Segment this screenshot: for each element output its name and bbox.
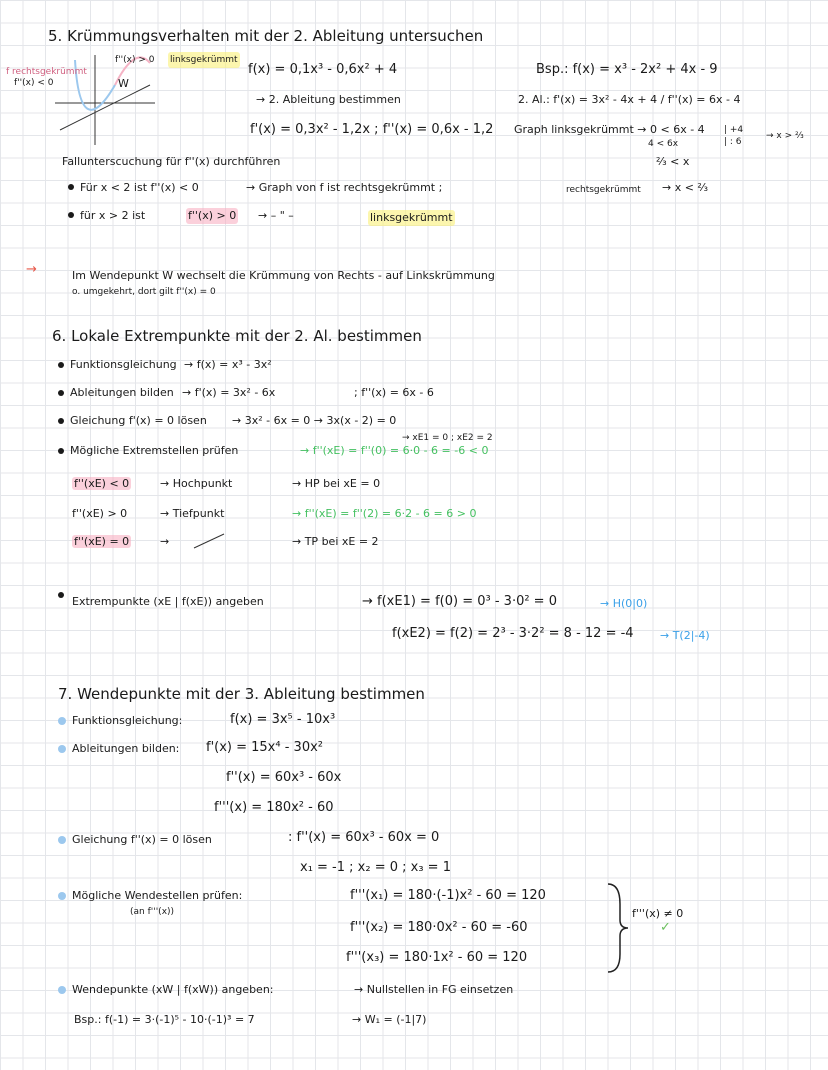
curly-brace: [606, 884, 630, 972]
s5-case2-ditto: → – " –: [258, 209, 294, 222]
s6-first-deriv: → f'(x) = 3x² - 6x: [182, 386, 276, 399]
s6-hp-result: → HP bei xE = 0: [292, 477, 381, 490]
s6-roots: → xE1 = 0 ; xE2 = 2: [402, 433, 493, 443]
s5-case1-condition: Für x < 2 ist f''(x) < 0: [80, 181, 199, 194]
rule3-text: f''(xE) = 0: [74, 535, 130, 548]
ex-function: Bsp.: f(x) = x³ - 2x² + 4x - 9: [536, 62, 718, 77]
s7-third-deriv: f'''(x) = 180x² - 60: [214, 800, 334, 815]
graph-w-label: W: [118, 77, 129, 90]
graph-label-positive: f''(x) > 0: [115, 55, 155, 65]
ex-right-curved: rechtsgekrümmt: [566, 185, 641, 195]
s7-function-label: Funktionsgleichung:: [72, 714, 183, 727]
s5-derivatives: f'(x) = 0,3x² - 1,2x ; f''(x) = 0,6x - 1,2: [250, 122, 494, 137]
slash-mark: [194, 534, 224, 548]
s7-check-2: f'''(x₂) = 180·0x² - 60 = -60: [350, 920, 528, 935]
ex-op2: | : 6: [724, 137, 742, 147]
bullet: [58, 986, 66, 994]
s7-example-result: → W₁ = (-1|7): [352, 1013, 427, 1026]
s5-case1-result: → Graph von f ist rechtsgekrümmt ;: [246, 181, 443, 194]
s6-second-deriv: ; f''(x) = 6x - 6: [354, 386, 434, 399]
ex-step: 4 < 6x: [648, 139, 679, 149]
graph-label-negative: f''(x) < 0: [14, 78, 54, 88]
s6-check-label: Mögliche Extremstellen prüfen: [70, 444, 239, 457]
s5-function: f(x) = 0,1x³ - 0,6x² + 4: [248, 62, 398, 77]
ex-step2: ⅔ < x: [656, 155, 690, 168]
s6-solve: → 3x² - 6x = 0 → 3x(x - 2) = 0: [232, 414, 397, 427]
s7-check-note: (an f'''(x)): [130, 907, 175, 917]
ex-right-result: → x < ⅔: [662, 181, 709, 194]
s6-check-hp: → f''(xE) = f''(0) = 6·0 - 6 = -6 < 0: [300, 444, 489, 457]
section-6-title: 6. Lokale Extrempunkte mit der 2. Al. bestimmen: [52, 327, 422, 345]
s7-example: Bsp.: f(-1) = 3·(-1)⁵ - 10·(-1)³ = 7: [74, 1013, 255, 1026]
rule1-text: f''(xE) < 0: [74, 477, 130, 490]
s6-hp-point: → H(0|0): [600, 597, 648, 610]
s7-brace-note: f'''(x) ≠ 0: [632, 907, 684, 920]
s6-rule2: f''(xE) > 0: [72, 507, 128, 520]
s5-case2-result: linksgekrümmt: [370, 211, 453, 224]
s6-function: → f(x) = x³ - 3x²: [184, 358, 272, 371]
s6-deriv-label: Ableitungen bilden: [70, 386, 174, 399]
s6-check-tp: → f''(xE) = f''(2) = 6·2 - 6 = 6 > 0: [292, 507, 477, 520]
s7-points-label: Wendepunkte (xW | f(xW)) angeben:: [72, 983, 274, 996]
s6-tp-result: → TP bei xE = 2: [292, 535, 379, 548]
bullet: [58, 390, 64, 396]
s6-extrema-1: → f(xE1) = f(0) = 0³ - 3·0² = 0: [362, 594, 557, 609]
s6-solve-label: Gleichung f'(x) = 0 lösen: [70, 414, 207, 427]
bullet: [58, 836, 66, 844]
s7-function: f(x) = 3x⁵ - 10x³: [230, 712, 336, 727]
bullet: [58, 892, 66, 900]
graph-label-left-curved: linksgekrümmt: [168, 52, 240, 68]
s5-case2-highlight: f''(x) > 0: [188, 209, 237, 222]
bullet: [68, 184, 74, 190]
s7-first-deriv: f'(x) = 15x⁴ - 30x²: [206, 740, 323, 755]
s7-points-note: → Nullstellen in FG einsetzen: [354, 983, 514, 996]
s5-case-analysis: Fallunterscuchung für f''(x) durchführen: [62, 155, 281, 168]
s7-check-1: f'''(x₁) = 180·(-1)x² - 60 = 120: [350, 888, 546, 903]
s6-rule2-result: → Tiefpunkt: [160, 507, 225, 520]
s7-check-label: Mögliche Wendestellen prüfen:: [72, 889, 243, 902]
s6-rule1-result: → Hochpunkt: [160, 477, 233, 490]
s6-rule3: [72, 534, 131, 550]
section-7-title: 7. Wendepunkte mit der 3. Ableitung bestimmen: [58, 685, 425, 703]
s7-roots: x₁ = -1 ; x₂ = 0 ; x₃ = 1: [300, 860, 451, 875]
ex-left-curved: Graph linksgekrümmt → 0 < 6x - 4: [514, 123, 705, 136]
graph-label-right-curved: f rechtsgekrümmt: [6, 67, 87, 77]
bullet: [58, 448, 64, 454]
s7-solve: : f''(x) = 60x³ - 60x = 0: [288, 830, 440, 845]
s6-rule1: [72, 476, 131, 492]
bullet: [58, 592, 64, 598]
bullet: [68, 212, 74, 218]
ex-derivatives: 2. Al.: f'(x) = 3x² - 4x + 4 / f''(x) = 6x - 4: [518, 93, 741, 106]
s7-check-3: f'''(x₃) = 180·1x² - 60 = 120: [346, 950, 528, 965]
s5-step: → 2. Ableitung bestimmen: [256, 93, 401, 106]
s5-inflection-text2: o. umgekehrt, dort gilt f''(x) = 0: [72, 287, 216, 297]
bullet: [58, 745, 66, 753]
ex-op1: | +4: [724, 125, 744, 135]
s7-deriv-label: Ableitungen bilden:: [72, 742, 180, 755]
s6-extrema-2: f(xE2) = f(2) = 2³ - 3·2² = 8 - 12 = -4: [392, 626, 634, 641]
bullet: [58, 717, 66, 725]
s6-extrema-label: Extrempunkte (xE | f(xE)) angeben: [72, 595, 264, 608]
bullet: [58, 362, 64, 368]
section-5-title: 5. Krümmungsverhalten mit der 2. Ableitung untersuchen: [48, 27, 484, 45]
bullet: [58, 418, 64, 424]
s6-rule3-arrow: →: [160, 535, 170, 548]
s7-solve-label: Gleichung f''(x) = 0 lösen: [72, 833, 212, 846]
s5-inflection-text: Im Wendepunkt W wechselt die Krümmung von Rechts - auf Linkskrümmung: [72, 269, 495, 282]
s6-function-label: Funktionsgleichung: [70, 358, 177, 371]
s5-case2-condition: für x > 2 ist: [80, 209, 146, 222]
arrow-red-icon: →: [26, 262, 37, 277]
checkmark-icon: ✓: [660, 920, 671, 935]
ex-result: → x > ⅔: [766, 131, 804, 141]
s7-second-deriv: f''(x) = 60x³ - 60x: [226, 770, 342, 785]
s6-tp-point: → T(2|-4): [660, 629, 710, 642]
